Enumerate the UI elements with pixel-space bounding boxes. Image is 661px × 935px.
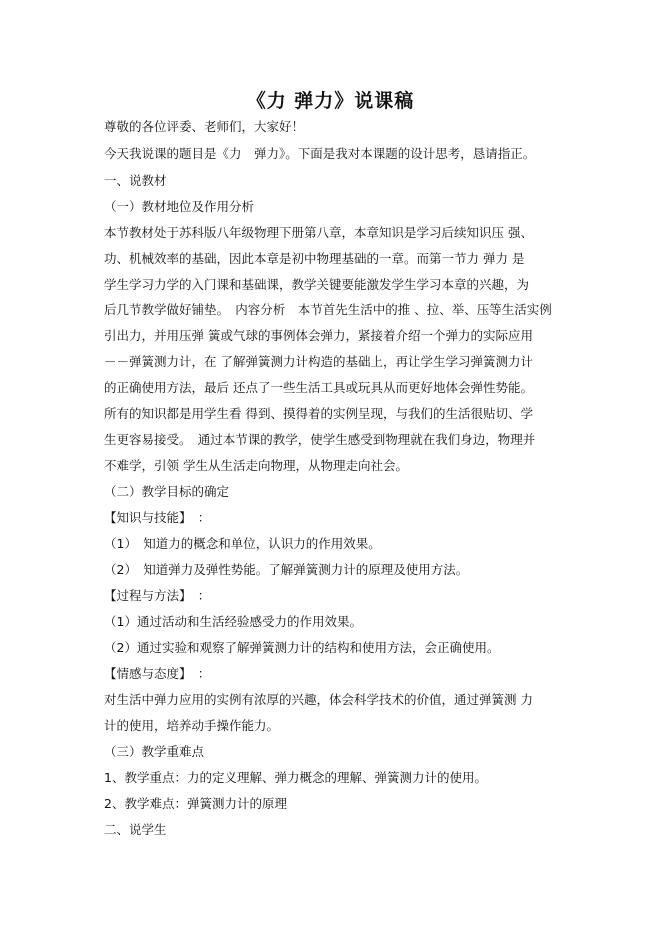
text-line: 不难学，引领 学生从生活走向物理，从物理走向社会。 — [104, 458, 408, 473]
text-line: 后几节教学做好铺垫。 内容分析 本节首先生活中的推 、拉、举、压等生活实例 — [104, 302, 552, 317]
list-item: 2、教学难点：弹簧测力计的原理 — [104, 796, 287, 811]
goal-heading: 【过程与方法】 ： — [104, 588, 211, 603]
goal-heading: 【情感与态度】 ： — [104, 666, 211, 681]
list-item: （2） 知道弹力及弹性势能。了解弹簧测力计的原理及使用方法。 — [104, 562, 469, 577]
text-line: 对生活中弹力应用的实例有浓厚的兴趣，体会科学技术的价值，通过弹簧测 力 — [104, 692, 533, 707]
list-item: 1、教学重点：力的定义理解、弹力概念的理解、弹簧测力计的使用。 — [104, 770, 487, 785]
section-heading: 一、说教材 — [104, 173, 167, 188]
subsection-heading: （二）教学目标的确定 — [104, 484, 230, 499]
text-line: 所有的知识都是用学生看 得到、摸得着的实例呈现，与我们的生活很贴切、学 — [104, 406, 533, 421]
text-line: 生更容易接受。 通过本节课的教学，使学生感受到物理就在我们身边，物理并 — [104, 432, 536, 447]
text-line: 今天我说课的题目是《力 弹力》。下面是我对本课题的设计思考，恳请指正。 — [104, 146, 536, 161]
text-line: 计的使用，培养动手操作能力。 — [104, 718, 280, 733]
text-line: 引出力，并用压弹 簧或气球的事例体会弹力，紧接着介绍一个弹力的实际应用 — [104, 328, 533, 343]
text-line: －－弹簧测力计，在 了解弹簧测力计构造的基础上，再让学生学习弹簧测力计 — [104, 354, 533, 369]
list-item: （1） 知道力的概念和单位，认识力的作用效果。 — [104, 536, 381, 551]
subsection-heading: （三）教学重难点 — [104, 744, 205, 759]
goal-heading: 【知识与技能】 ： — [104, 510, 211, 525]
text-line: 尊敬的各位评委、老师们，大家好！ — [104, 119, 305, 134]
list-item: （1）通过活动和生活经验感受力的作用效果。 — [104, 614, 362, 629]
text-line: 的正确使用方法，最后 还点了一些生活工具或玩具从而更好地体会弹性势能。 — [104, 380, 533, 395]
list-item: （2）通过实验和观察了解弹簧测力计的结构和使用方法，会正确使用。 — [104, 640, 500, 655]
section-heading: 二、说学生 — [104, 822, 167, 837]
text-line: 本节教材处于苏科版八年级物理下册第八章，本章知识是学习后续知识压 强、 — [104, 225, 533, 240]
text-line: 功、机械效率的基础，因此本章是初中物理基础的一章。而第一节力 弹力 是 — [104, 251, 525, 266]
subsection-heading: （一）教材地位及作用分析 — [104, 199, 255, 214]
document-title: 《力 弹力》说课稿 — [246, 90, 415, 112]
text-line: 学生学习力学的入门课和基础课，教学关键要能激发学生学习本章的兴趣，为 — [104, 277, 530, 292]
